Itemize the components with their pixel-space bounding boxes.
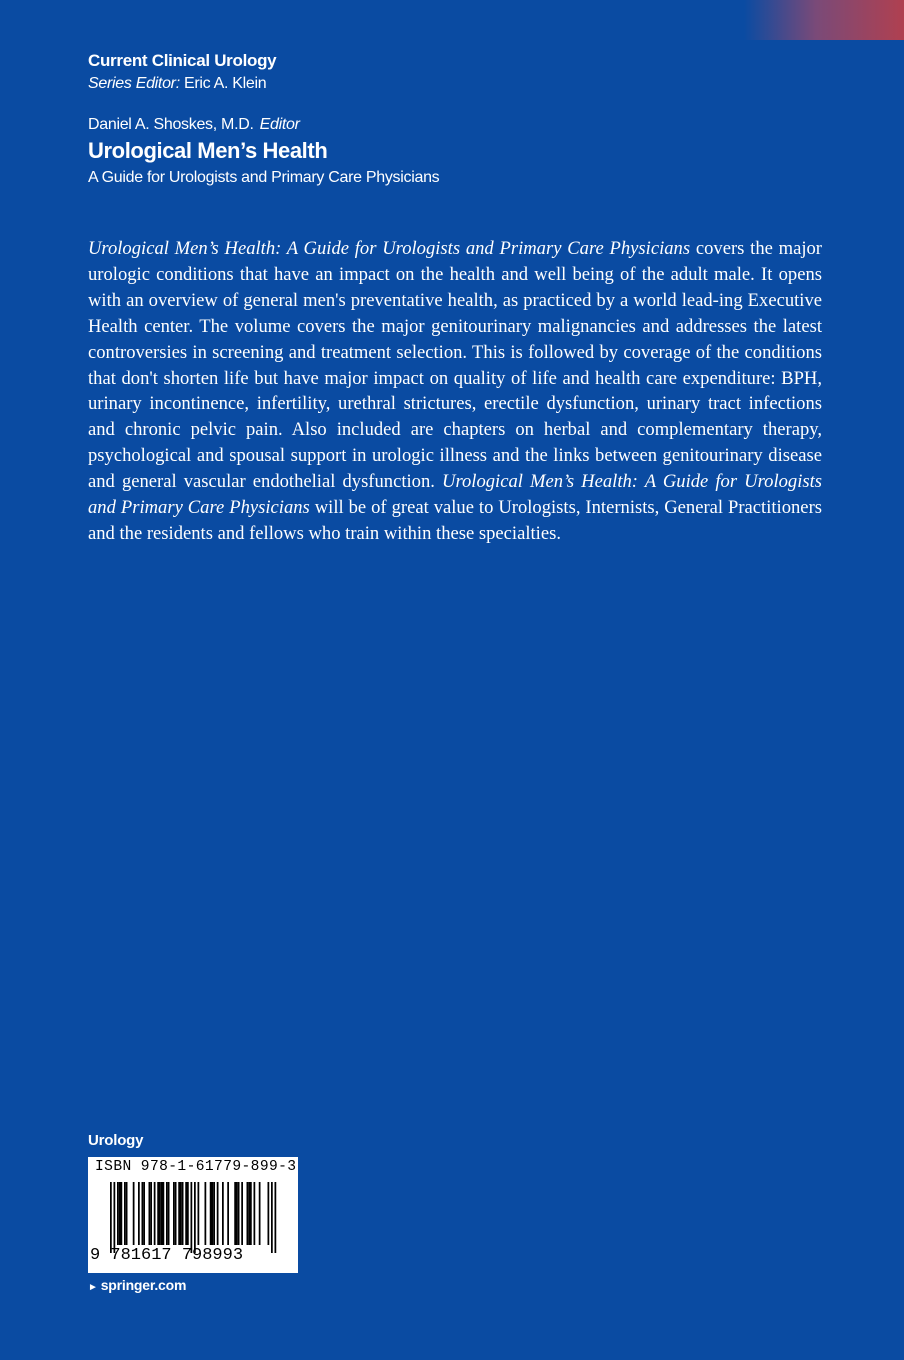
barcode-bar <box>248 1182 250 1245</box>
description-book-title-2: Urological Men’s Health: A Guide for Urologists and Primary Care Physicians <box>88 471 823 519</box>
barcode-bar <box>238 1182 240 1245</box>
barcode-digits-text: 9 781617 798993 <box>90 1246 244 1265</box>
series-editor-line <box>88 72 276 96</box>
barcode-bar <box>149 1182 151 1245</box>
barcode-bar <box>161 1182 163 1245</box>
barcode-bar <box>210 1182 212 1245</box>
barcode-bar <box>119 1182 121 1245</box>
barcode-bar <box>178 1182 180 1245</box>
series-info <box>88 50 276 96</box>
isbn-label: ISBN 978-1-61779-899-3 <box>95 1159 297 1175</box>
book-editor-line <box>88 114 439 136</box>
barcode-bar <box>117 1182 119 1245</box>
book-title: Urological Men’s Health <box>88 138 328 163</box>
barcode-bar <box>168 1182 170 1245</box>
barcode-bar <box>194 1182 196 1253</box>
series-title: Current Clinical Urology <box>88 51 277 70</box>
publisher-website[interactable] <box>88 1277 186 1293</box>
barcode-bar <box>142 1182 144 1245</box>
barcode-bar <box>154 1182 156 1245</box>
barcode-bar <box>163 1182 165 1245</box>
barcode-bar <box>234 1182 236 1245</box>
barcode-bar <box>271 1182 273 1253</box>
description-book-title: Urological Men’s Health: A Guide for Urologists and Primary Care Physicians <box>88 238 691 259</box>
book-info <box>88 114 439 190</box>
barcode-digits <box>90 1246 243 1265</box>
barcode-bar <box>191 1182 193 1253</box>
barcode-bar <box>121 1182 123 1245</box>
barcode-bar <box>133 1182 135 1245</box>
website-url[interactable]: springer.com <box>100 1277 187 1293</box>
subject-category: Urology <box>88 1132 144 1149</box>
barcode-bar <box>185 1182 187 1245</box>
description-text-2: will be of great value to Urologists, Internists, General Practitioners and the residents and fellows who train within these specialties. <box>88 497 822 544</box>
barcode-bar <box>180 1182 182 1245</box>
barcode-bar <box>241 1182 243 1245</box>
barcode-bar <box>138 1182 140 1245</box>
barcode-bar <box>150 1182 152 1245</box>
barcode-bar <box>175 1182 177 1245</box>
barcode-bar <box>110 1182 112 1253</box>
barcode-bar <box>227 1182 229 1245</box>
book-editor-role: Editor <box>259 116 300 133</box>
barcode-bar <box>173 1182 175 1245</box>
barcode-bar <box>222 1182 224 1245</box>
barcode-bar <box>259 1182 261 1245</box>
barcode-bar <box>182 1182 184 1245</box>
barcode-bar <box>236 1182 238 1245</box>
corner-color-accent <box>744 0 904 40</box>
barcode-bar <box>187 1182 189 1245</box>
isbn-barcode <box>88 1157 298 1273</box>
book-editor-name: Daniel A. Shoskes, M.D. <box>88 116 254 133</box>
series-editor-label: Series Editor: <box>88 75 180 92</box>
barcode-bar <box>275 1182 277 1253</box>
barcode-bar <box>212 1182 214 1245</box>
book-description <box>88 236 822 547</box>
barcode-bar <box>213 1182 215 1245</box>
series-editor-name: Eric A. Klein <box>184 75 267 92</box>
barcode-bar <box>157 1182 159 1245</box>
barcode-bar <box>166 1182 168 1245</box>
barcode-bar <box>205 1182 207 1245</box>
description-text-1: covers the major urologic conditions that have an impact on the health and well being of the adult male. It opens with an overview of general men's preventative health, as practiced by a world lead-ing Executive Health center. The volume covers the major genitourinary malignancies and addresses the latest controversies in screening and treatment selection. This is followed by coverage of the conditions that don't shorten life but have major impact on quality of life and health care expenditure: BPH, urinary incontinence, infertility, urethral strictures, erectile dysfunction, urinary tract infections and chronic pelvic pain. Also included are chapters on herbal and complementary therapy, psychological and spousal support in urologic illness and the links between genitourinary disease and general vascular endothelial dysfunction. <box>88 238 823 493</box>
arrow-icon: ► <box>88 1282 98 1293</box>
barcode-bar <box>159 1182 161 1245</box>
barcode-bar <box>126 1182 128 1245</box>
barcode-bar <box>143 1182 145 1245</box>
barcode-bar <box>254 1182 256 1245</box>
barcode-bar <box>114 1182 116 1253</box>
barcode-bar <box>198 1182 200 1245</box>
barcode-bar <box>268 1182 270 1245</box>
barcode-bar <box>124 1182 126 1245</box>
book-subtitle: A Guide for Urologists and Primary Care Physicians <box>88 169 440 186</box>
barcode-bar <box>217 1182 219 1245</box>
barcode-bar <box>247 1182 249 1245</box>
barcode-bar <box>250 1182 252 1245</box>
